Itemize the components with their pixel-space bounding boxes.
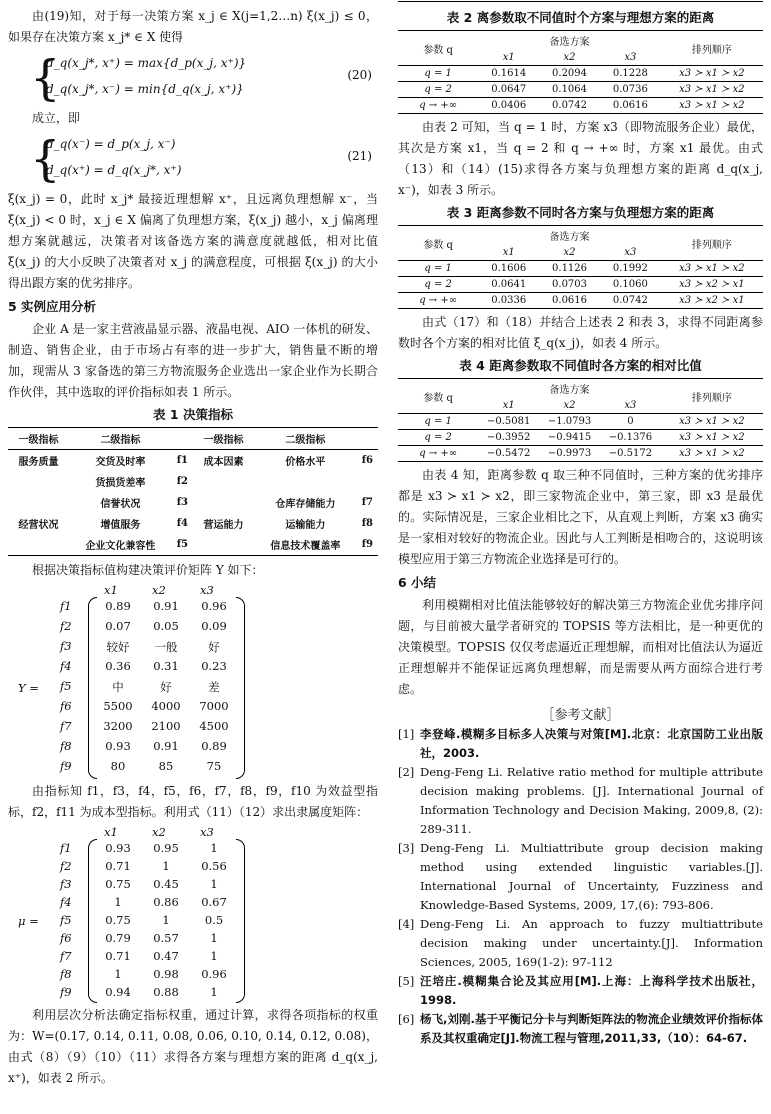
equation-line: d_q(x_j*, x⁺) = max{d_p(x_j, x⁺)} — [46, 56, 247, 70]
table-cell: 经营状况 — [18, 520, 59, 531]
table-cell: −0.3952 — [487, 432, 531, 443]
decision-matrix-y — [8, 583, 378, 779]
table-cell: −0.9415 — [547, 432, 592, 443]
matrix-label: μ = — [18, 914, 39, 928]
matrix-cell: 0.91 — [153, 739, 179, 753]
reference-number: [2] — [398, 765, 415, 779]
table-cell: 交货及时率 — [95, 457, 146, 468]
matrix-row-label: f2 — [60, 859, 72, 873]
section-heading: 6 小结 — [398, 575, 437, 590]
matrix-left-bracket — [88, 597, 97, 779]
table-cell: 信誉状况 — [100, 499, 141, 510]
table-cell — [8, 492, 69, 513]
table-cell — [8, 534, 69, 556]
table-cell: 0 — [627, 416, 634, 427]
reference-text: Deng-Feng Li. Relative ratio method for multiple attribute decision making problems. [J]. International Journal of Information Technology and Decision Making, 2009,8, (2): 289-311. — [420, 765, 763, 836]
table-header-row — [398, 379, 763, 399]
table-caption: 表 1 决策指标 — [153, 407, 233, 422]
matrix-cell: 0.94 — [105, 985, 131, 999]
matrix-row-label: f6 — [60, 699, 72, 713]
table-caption: 表 3 距离参数不同时各方案与负理想方案的距离 — [446, 205, 715, 220]
matrix-cell: 0.91 — [153, 599, 179, 613]
matrix-row-label: f5 — [60, 679, 72, 693]
reference-text: 李登峰.模糊多目标多人决策与对策[M].北京：北京国防工业出版社，2003. — [420, 727, 763, 760]
paragraph: 由指标知 f1，f3，f4，f5，f6，f7，f8，f9，f10 为效益型指标，f2，f11 为成本型指标。利用式（11）（12）求出隶属度矩阵： — [8, 784, 378, 819]
table-header — [172, 428, 193, 450]
matrix-cell: 0.71 — [105, 859, 131, 873]
reference-item — [398, 763, 763, 839]
paragraph: 企业 A 是一家主营液晶显示器、液晶电视、AIO 一体机的研发、制造、销售企业，由于市场占有率的进一步扩大，销售量不断的增加，现需从 3 家备选的第三方物流服务企业选出一家企业作为长期合作伙伴，其中选取的评价指标如表 1 所示。 — [8, 322, 378, 399]
matrix-cell: 75 — [206, 759, 222, 773]
matrix-cell: 3200 — [103, 719, 133, 733]
matrix-cell: 0.56 — [201, 859, 227, 873]
matrix-cell: 0.71 — [105, 949, 131, 963]
table-cell — [193, 471, 254, 492]
reference-text: Deng-Feng Li. Multiattribute group decision making method using extended linguistic variables.[J]. International Journal of Uncertainty, Fuzziness and Knowledge-Based Systems, 2009, 17,(6): 793-806. — [420, 841, 763, 912]
matrix-cell: 0.88 — [153, 985, 179, 999]
section-heading: 5 实例应用分析 — [8, 299, 97, 314]
reference-text: 杨飞,刘刚.基于平衡记分卡与判断矩阵法的物流企业绩效评价指标体系及其权重确定[J].物流工程与管理,2011,33,（10）：64-67. — [420, 1012, 763, 1045]
matrix-cell: 0.31 — [153, 659, 179, 673]
matrix-cell: 0.96 — [201, 599, 227, 613]
matrix-cell: 0.75 — [105, 913, 131, 927]
table-cell-rank: x3 ≻ x1 ≻ x2 — [679, 68, 745, 79]
matrix-cell: 1 — [210, 877, 218, 891]
matrix-cell: 1 — [210, 931, 218, 945]
membership-matrix-mu — [8, 825, 378, 1003]
matrix-row-label: f7 — [60, 949, 72, 963]
matrix-cell: 1 — [114, 967, 122, 981]
table-cell: 0.0736 — [612, 84, 648, 95]
matrix-cell: 2100 — [151, 719, 181, 733]
matrix-cell: 较好 — [106, 640, 130, 654]
matrix-cell: 一般 — [154, 640, 178, 654]
table-column-header: x2 — [563, 247, 576, 258]
reference-item — [398, 725, 763, 763]
table-cell: −0.5172 — [608, 448, 653, 459]
matrix-column-header: x3 — [200, 825, 214, 839]
matrix-column-header: x2 — [152, 583, 166, 597]
table-cell: f4 — [176, 518, 189, 529]
paragraph: ξ(x_j) = 0，此时 x_j* 最接近理想解 x⁺，且远离负理想解 x⁻，当 ξ(x_j) < 0 时，x_j ∈ X 偏离了负理想方案，ξ(x_j) 越小，x_j 偏离理想方案就越远，决策者对该备选方案的满意度就越低，相对比值 ξ(x_j) 的大小反映了决策者对 x_j 的满意程度，可根据 ξ(x_j) 的大小得出跟方案的优劣排序。 — [8, 192, 378, 290]
table-cell: 0.2094 — [552, 68, 588, 79]
matrix-cell: 1 — [162, 859, 170, 873]
reference-list — [398, 725, 763, 1048]
table-header: 备选方案 — [549, 385, 590, 396]
table-column-header: x1 — [502, 247, 515, 258]
table-cell-rank: x3 ≻ x1 ≻ x2 — [679, 84, 745, 95]
table-cell: 价格水平 — [285, 457, 326, 468]
distance-table-negative — [398, 225, 763, 309]
paragraph: 由式（17）和（18）并结合上述表 2 和表 3，求得不同距离参数时各个方案的相对比值 ξ_q(x_j)，如表 4 所示。 — [398, 315, 763, 350]
table-header: 排列顺序 — [691, 44, 732, 56]
table-cell: 营运能力 — [203, 520, 244, 531]
matrix-cell: 0.98 — [153, 967, 179, 981]
table-cell: 运输能力 — [285, 520, 326, 531]
table-header: 排列顺序 — [691, 392, 732, 404]
table-cell: f9 — [361, 539, 374, 550]
table-header: 二级指标 — [100, 435, 141, 446]
reference-item — [398, 1010, 763, 1048]
table-cell: 企业文化兼容性 — [85, 541, 156, 552]
table-header: 参数 q — [423, 239, 453, 251]
table-header: 二级指标 — [285, 435, 326, 446]
table-header: 备选方案 — [549, 37, 590, 48]
matrix-cell: 0.93 — [105, 739, 131, 753]
table-cell-param: q = 2 — [424, 279, 452, 290]
table-cell-rank: x3 ≻ x1 ≻ x2 — [679, 100, 745, 111]
matrix-column-header: x2 — [152, 825, 166, 839]
table-cell: 服务质量 — [18, 457, 59, 468]
matrix-row-label: f9 — [60, 759, 72, 773]
matrix-row-label: f3 — [60, 639, 72, 653]
matrix-row-label: f4 — [60, 659, 72, 673]
paragraph: 成立，即 — [32, 111, 81, 125]
table-row — [398, 261, 763, 277]
matrix-right-bracket — [236, 839, 245, 1003]
paragraph: 利用模糊相对比值法能够较好的解决第三方物流企业优劣排序问题，与目前被大量学者研究的 TOPSIS 等方法相比，是一种更优的决策模型。TOPSIS 仅仅考虑逼近正理想解，而相对比值法认为逼近正理想解并不能保证远离负理想解，而是需要从两方面综合进行考虑。 — [398, 598, 763, 696]
table-header: 备选方案 — [549, 232, 590, 243]
table-header-row — [398, 226, 763, 246]
table-cell: f6 — [361, 455, 374, 466]
matrix-cell: 0.79 — [105, 931, 131, 945]
matrix-column-header: x1 — [104, 583, 118, 597]
matrix-row-label: f9 — [60, 985, 72, 999]
paragraph: 由表 2 可知，当 q = 1 时，方案 x3（即物流服务企业）最优，其次是方案 x1，当 q = 2 和 q → +∞ 时，方案 x1 最优。由式（13）和（14）(15)求得各方案与负理想方案的距离 d_q(x_j, x⁻)，如表 3 所示。 — [398, 120, 763, 197]
matrix-column-header: x1 — [104, 825, 118, 839]
table-header-row — [398, 31, 763, 51]
reference-number: [6] — [398, 1012, 415, 1026]
table-cell-param: q = 1 — [424, 68, 452, 79]
matrix-cell: 0.89 — [105, 599, 131, 613]
table-cell: 0.0742 — [612, 295, 648, 306]
matrix-cell: 0.09 — [201, 619, 227, 633]
equation-line: d_q(x_j*, x⁻) = min{d_q(x_j, x⁺)} — [46, 82, 244, 96]
matrix-row-label: f6 — [60, 931, 72, 945]
table-row — [8, 492, 378, 513]
reference-text: 汪培庄.模糊集合论及其应用[M].上海：上海科学技术出版社，1998. — [420, 974, 763, 1007]
reference-item — [398, 972, 763, 1010]
table-cell: f3 — [176, 497, 189, 508]
matrix-row-label: f1 — [60, 599, 72, 613]
table-row — [398, 446, 763, 462]
table-cell: 成本因素 — [203, 457, 244, 468]
table-cell: 0.0406 — [491, 100, 527, 111]
equation-20: { d_q(x_j*, x⁺) = max{d_p(x_j, x⁺)} d_q(x_j*, x⁻) = min{d_q(x_j, x⁺)} (20) — [30, 50, 372, 106]
table-row — [8, 450, 378, 472]
paragraph: 根据决策指标值构建决策评价矩阵 Y 如下： — [32, 563, 264, 577]
table-cell: 0.1614 — [491, 68, 527, 79]
matrix-column-header: x3 — [200, 583, 214, 597]
equation-21: { d_q(x⁻) = d_p(x_j, x⁻) d_q(x⁺) = d_q(x_j*, x⁺) (21) — [30, 131, 372, 187]
table-row — [398, 277, 763, 293]
table-cell: 0.0336 — [491, 295, 527, 306]
matrix-cell: 80 — [110, 759, 126, 773]
table-cell — [8, 471, 69, 492]
table-cell-param: q = 1 — [424, 263, 452, 274]
matrix-cell: 85 — [158, 759, 174, 773]
table-cell: −0.1376 — [608, 432, 653, 443]
matrix-cell: 0.93 — [105, 841, 131, 855]
table-column-header: x3 — [624, 400, 637, 411]
table-column-header: x2 — [563, 52, 576, 63]
left-column — [8, 6, 378, 1089]
table-caption: 表 2 离参数取不同值时个方案与理想方案的距离 — [446, 10, 715, 25]
table-caption: 表 4 距离参数取不同值时各方案的相对比值 — [459, 358, 702, 373]
matrix-row-label: f1 — [60, 841, 72, 855]
table-cell-param: q → +∞ — [419, 100, 458, 111]
table-row — [8, 534, 378, 556]
matrix-cell: 7000 — [199, 699, 229, 713]
table-cell: 0.0647 — [491, 84, 527, 95]
matrix-cell: 0.89 — [201, 739, 227, 753]
table-header — [357, 428, 378, 450]
table-cell: 0.0703 — [552, 279, 588, 290]
table-cell: 0.1228 — [612, 68, 648, 79]
table-cell-param: q = 2 — [424, 432, 452, 443]
matrix-cell: 1 — [210, 949, 218, 963]
table-row — [8, 513, 378, 534]
matrix-cell: 0.96 — [201, 967, 227, 981]
distance-table-positive — [398, 30, 763, 114]
table-cell: f5 — [176, 539, 189, 550]
table-cell — [254, 471, 357, 492]
equation-line: d_q(x⁺) = d_q(x_j*, x⁺) — [46, 163, 182, 177]
matrix-cell: 好 — [160, 680, 172, 694]
matrix-cell: 0.5 — [204, 913, 224, 927]
top-rule — [398, 1, 763, 2]
table-cell: 0.1060 — [612, 279, 648, 290]
table-cell-rank: x3 ≻ x1 ≻ x2 — [679, 263, 745, 274]
reference-number: [4] — [398, 917, 415, 931]
table-cell — [357, 471, 378, 492]
references-heading: ［参考文献］ — [541, 708, 620, 723]
table-cell: 0.1126 — [552, 263, 588, 274]
table-cell: 0.0641 — [491, 279, 527, 290]
matrix-cell: 0.36 — [105, 659, 131, 673]
table-cell: 0.0616 — [612, 100, 648, 111]
table-column-header: x1 — [502, 52, 515, 63]
reference-number: [3] — [398, 841, 415, 855]
table-cell: −0.9973 — [547, 448, 592, 459]
matrix-cell: 4500 — [199, 719, 229, 733]
matrix-right-bracket — [236, 597, 245, 779]
table-cell: 0.1606 — [491, 263, 527, 274]
table-cell: f7 — [361, 497, 374, 508]
reference-number: [1] — [398, 727, 415, 741]
reference-item — [398, 839, 763, 915]
table-cell — [193, 534, 254, 556]
equation-number: (21) — [347, 149, 372, 163]
table-cell: f2 — [176, 476, 189, 487]
reference-item — [398, 915, 763, 972]
table-cell: f1 — [176, 455, 189, 466]
matrix-cell: 1 — [114, 895, 122, 909]
table-cell: 货损货差率 — [95, 478, 146, 489]
reference-text: Deng-Feng Li. An approach to fuzzy multiattribute decision making under uncertainty.[J]. Information Sciences, 2005, 169(1-2): 97-112 — [420, 917, 763, 969]
table-cell-rank: x3 ≻ x2 ≻ x1 — [679, 295, 745, 306]
table-cell-param: q → +∞ — [419, 448, 458, 459]
matrix-cell: 0.07 — [105, 619, 131, 633]
matrix-cell: 5500 — [103, 699, 133, 713]
table-cell: −1.0793 — [547, 416, 592, 427]
paragraph: 由表 4 知，距离参数 q 取三种不同值时，三种方案的优劣排序都是 x3 ≻ x1 ≻ x2，即三家物流企业中，第三家，即 x3 是最优的。实际情况是，三家企业相比之下，从直观上判断，方案 x3 确实是一家相对较好的物流企业。因此与人工判断是相吻合的，这说明该模型应用于第三方物流企业选择是可行的。 — [398, 468, 763, 566]
matrix-cell: 0.95 — [153, 841, 179, 855]
matrix-row-label: f8 — [60, 967, 72, 981]
table-cell: 增值服务 — [100, 520, 141, 531]
table-column-header: x2 — [563, 400, 576, 411]
table-column-header: x3 — [624, 52, 637, 63]
table-cell: 信息技术覆盖率 — [270, 541, 341, 552]
table-row — [8, 471, 378, 492]
table-row — [398, 293, 763, 309]
equation-line: d_q(x⁻) = d_p(x_j, x⁻) — [46, 137, 176, 151]
table-cell-rank: x3 ≻ x1 ≻ x2 — [679, 416, 745, 427]
table-cell: 0.1992 — [612, 263, 648, 274]
matrix-row-label: f7 — [60, 719, 72, 733]
matrix-cell: 0.05 — [153, 619, 179, 633]
right-column — [398, 6, 763, 1048]
matrix-cell: 0.45 — [153, 877, 179, 891]
relative-ratio-table — [398, 378, 763, 462]
table-row — [398, 98, 763, 114]
table-column-header: x3 — [624, 247, 637, 258]
matrix-cell: 0.86 — [153, 895, 179, 909]
table-cell — [193, 492, 254, 513]
table-cell-rank: x3 ≻ x1 ≻ x2 — [679, 432, 745, 443]
table-header: 一级指标 — [203, 435, 244, 446]
matrix-cell: 好 — [208, 640, 220, 654]
table-row — [398, 82, 763, 98]
table-cell: 0.0742 — [552, 100, 588, 111]
matrix-cell: 0.23 — [201, 659, 227, 673]
matrix-row-label: f5 — [60, 913, 72, 927]
matrix-cell: 差 — [208, 680, 220, 694]
decision-table — [8, 427, 378, 556]
table-cell-param: q = 1 — [424, 416, 452, 427]
reference-number: [5] — [398, 974, 415, 988]
table-cell-param: q = 2 — [424, 84, 452, 95]
matrix-cell: 1 — [210, 841, 218, 855]
matrix-row-label: f3 — [60, 877, 72, 891]
table-cell-rank: x3 ≻ x1 ≻ x2 — [679, 448, 745, 459]
matrix-cell: 0.57 — [153, 931, 179, 945]
matrix-cell: 0.67 — [201, 895, 227, 909]
table-cell: 0.0616 — [552, 295, 588, 306]
table-cell: 0.1064 — [552, 84, 588, 95]
matrix-row-label: f2 — [60, 619, 72, 633]
table-header: 一级指标 — [18, 435, 59, 446]
table-cell: −0.5081 — [487, 416, 531, 427]
table-cell: f8 — [361, 518, 374, 529]
matrix-row-label: f8 — [60, 739, 72, 753]
table-header: 参数 q — [423, 44, 453, 56]
table-cell-rank: x3 ≻ x2 ≻ x1 — [679, 279, 745, 290]
matrix-label: Y = — [18, 681, 39, 695]
matrix-cell: 1 — [162, 913, 170, 927]
matrix-cell: 0.47 — [153, 949, 179, 963]
paragraph: 利用层次分析法确定指标权重，通过计算，求得各项指标的权重为：W=(0.17, 0.14, 0.11, 0.08, 0.06, 0.10, 0.14, 0.12, 0.08)，由式（8）（9）（10）（11）求得各方案与理想方案的距离 d_q(x_j, x⁺)，如表 2 所示。 — [8, 1008, 378, 1085]
equation-number: (20) — [347, 68, 372, 82]
table-cell-param: q → +∞ — [419, 295, 458, 306]
matrix-cell: 0.75 — [105, 877, 131, 891]
table-column-header: x1 — [502, 400, 515, 411]
paragraph: 由(19)知，对于每一决策方案 x_j ∈ X(j=1,2…n) ξ(x_j) ≤ 0，如果存在决策方案 x_j* ∈ X 使得 — [8, 9, 378, 44]
table-cell: −0.5472 — [487, 448, 531, 459]
matrix-row-label: f4 — [60, 895, 72, 909]
table-header: 参数 q — [423, 392, 453, 404]
table-cell: 仓库存储能力 — [275, 499, 336, 510]
matrix-cell: 中 — [112, 680, 124, 694]
matrix-left-bracket — [88, 839, 97, 1003]
table-row — [398, 66, 763, 82]
matrix-cell: 4000 — [151, 699, 181, 713]
table-row — [398, 414, 763, 430]
matrix-cell: 1 — [210, 985, 218, 999]
table-row — [398, 430, 763, 446]
table-header: 排列顺序 — [691, 239, 732, 251]
